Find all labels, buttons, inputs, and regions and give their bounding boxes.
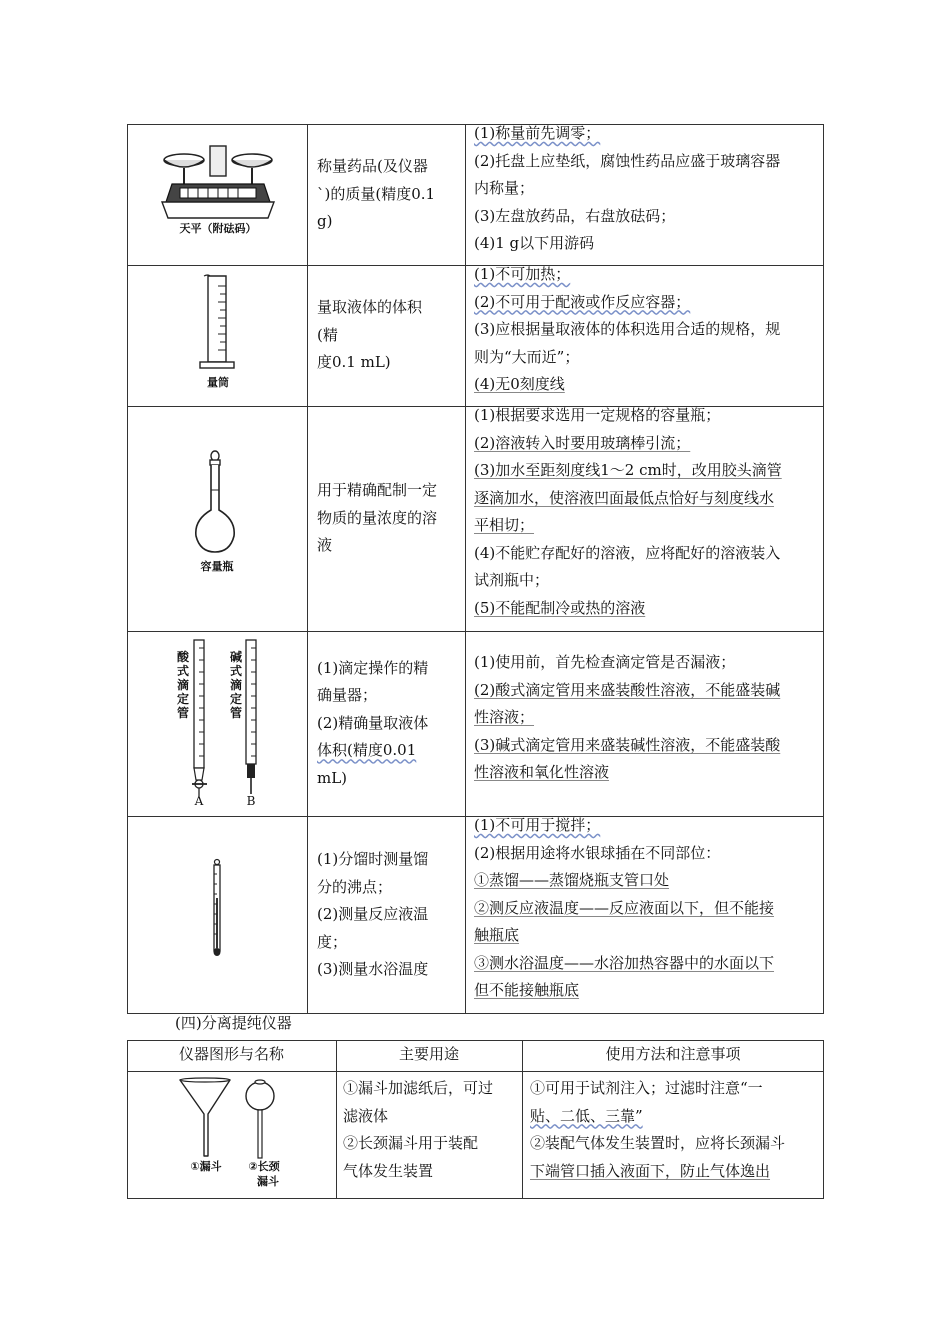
base-burette-caption: 碱式滴定管 [229,650,242,720]
burette-a-label: A [194,794,204,808]
thermometer-icon [208,858,228,958]
funnel-caption: ①漏斗 [190,1160,222,1173]
balance-caption: 天平（附砝码） [179,222,257,235]
cylinder-notes: (1)不可加热； (2)不可用于配液或作反应容器； (3)应根据量取液体的体积选用合适的规格，规 则为“大而近”； (4)无0刻度线 [474,265,781,393]
section-title: (四)分离提纯仪器 [175,1014,292,1032]
flask-image [190,450,250,580]
table-divider [127,1071,824,1072]
volumetric-flask-icon [190,450,250,560]
table-divider [465,124,466,1014]
burette-notes: (1)使用前，首先检查滴定管是否漏液； (2)酸式滴定管用来盛装酸性溶液，不能盛装碱 性溶液； (3)碱式滴定管用来盛装碱性溶液，不能盛装酸 性溶液和氧化性溶液 [474,653,781,781]
long-funnel-caption-1: ②长颈 [248,1160,280,1173]
balance-image [158,140,278,240]
cylinder-purpose: 量取液体的体积 (精 度0.1 mL) [317,298,423,372]
balance-icon [158,140,278,230]
flask-purpose: 用于精确配制一定 物质的量浓度的溶 液 [317,481,438,555]
flask-notes: (1)根据要求选用一定规格的容量瓶； (2)溶液转入时要用玻璃棒引流； (3)加水至距刻度线1～2 cm时，改用胶头滴管 逐滴加水，使溶液凹面最低点恰好与刻度线水 平相切； (4)不能贮存配好的溶液，应将配好的溶液装入 试剂瓶中； (5)不能配制冷或热的溶液 [474,406,782,617]
acid-burette-caption: 酸式滴定管 [176,650,189,720]
balance-purpose: 称量药品(及仪器 `)的质量(精度0.1 g) [317,157,436,231]
burette-image [150,634,300,810]
table-divider [127,631,824,632]
cylinder-caption: 量筒 [207,376,229,389]
thermometer-purpose: (1)分馏时测量馏 分的沸点； (2)测量反应液温 度； (3)测量水浴温度 [317,850,429,979]
flask-caption: 容量瓶 [200,560,234,573]
burette-icons [150,634,300,810]
cylinder-image [196,272,246,392]
thermometer-notes: (1)不可用于搅拌； (2)根据用途将水银球插在不同部位： ①蒸馏——蒸馏烧瓶支管口处 ②测反应液温度——反应液面以下，但不能接 触瓶底 ③测水浴温度——水浴加热容器中的水面以下 但不能接触瓶底 [474,816,775,999]
header-notes: 使用方法和注意事项 [605,1045,741,1063]
burette-b-label: B [246,794,256,808]
header-instrument: 仪器图形与名称 [178,1045,284,1063]
long-funnel-caption-2: 漏斗 [257,1175,279,1188]
burette-purpose: (1)滴定操作的精 确量器； (2)精确量取液体 体积(精度0.01 mL) [317,658,429,787]
graduated-cylinder-icon [196,272,246,372]
funnel-icons [170,1074,300,1164]
header-purpose: 主要用途 [398,1045,459,1063]
balance-notes: (1)称量前先调零； (2)托盘上应垫纸，腐蚀性药品应盛于玻璃容器 内称量； (3)左盘放药品，右盘放砝码； (4)1 g以下用游码 [474,124,781,252]
table-divider [307,124,308,1014]
funnel-image [170,1074,300,1190]
funnel-notes: ①可用于试剂注入；过滤时注意“一 贴、二低、三靠” ②装配气体发生装置时，应将长颈漏斗 下端管口插入液面下，防止气体逸出 [530,1079,786,1180]
thermometer-image [208,858,228,958]
funnel-purpose: ①漏斗加滤纸后，可过 滤液体 ②长颈漏斗用于装配 气体发生装置 [343,1079,494,1180]
